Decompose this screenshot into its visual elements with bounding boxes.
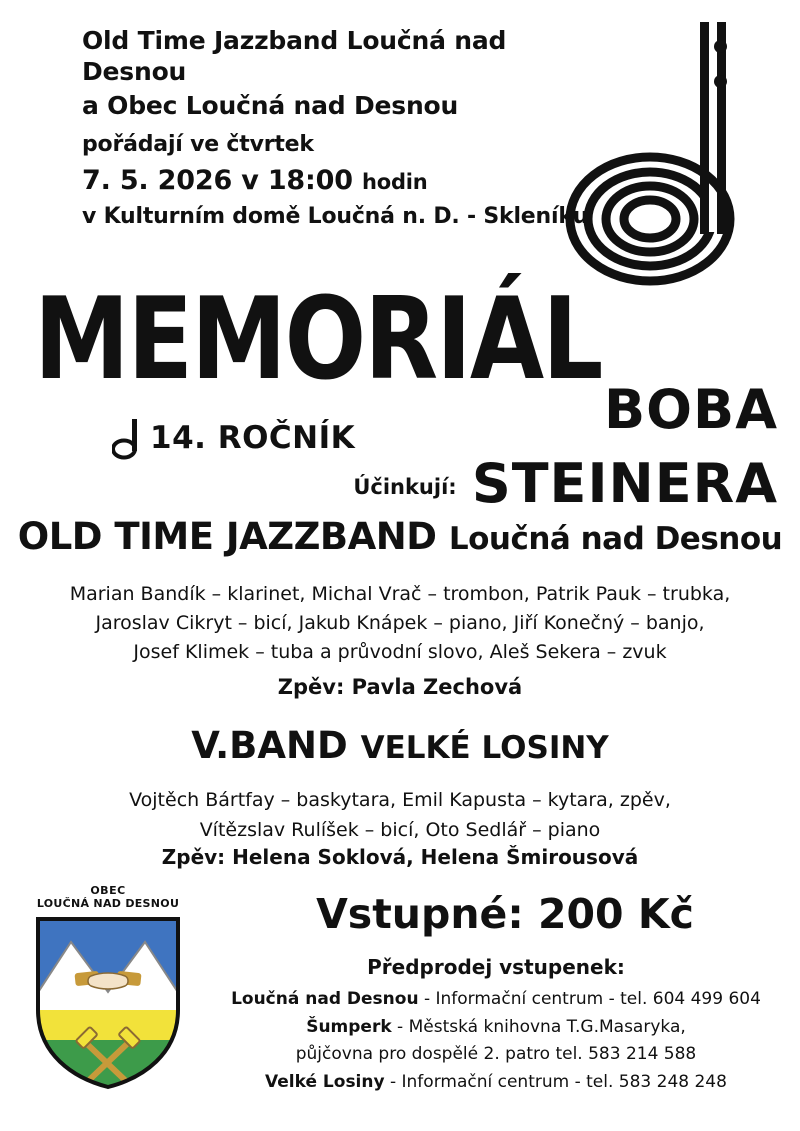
- presale-detail: půjčovna pro dospělé 2. patro tel. 583 214 588: [295, 1044, 697, 1065]
- band-1-heading: [0, 515, 800, 558]
- band-1-members-line-2: Jaroslav Cikryt – bicí, Jakub Knápek – piano, Jiří Konečný – banjo,: [95, 611, 705, 634]
- presale-row: [200, 1069, 792, 1097]
- presale-detail: - Informační centrum - tel. 604 499 604: [418, 989, 761, 1009]
- presale-detail: - Městská knihovna T.G.Masaryka,: [391, 1016, 686, 1037]
- edition-label: 14. ROČNÍK: [150, 420, 356, 456]
- music-note-icon: [542, 14, 782, 304]
- band-1-vocals: Zpěv: Pavla Zechová: [277, 675, 523, 699]
- presale-place: Loučná nad Desnou: [231, 989, 419, 1009]
- band-2-members-line-2: Vítězslav Rulíšek – bicí, Oto Sedlář – piano: [199, 819, 601, 842]
- presale-detail: - Informační centrum - tel. 583 248 248: [384, 1071, 727, 1092]
- event-venue: v Kulturním domě Loučná n. D. - Skleníku: [82, 203, 589, 229]
- coat-of-arms-title-2: LOUČNÁ NAD DESNOU: [36, 897, 180, 910]
- presale-place: Velké Losiny: [265, 1071, 385, 1092]
- small-music-note-icon: [112, 417, 144, 461]
- band-2-members-line-1: Vojtěch Bártfay – baskytara, Emil Kapusta – kytara, zpěv,: [129, 789, 671, 811]
- presale-row: [200, 986, 792, 1014]
- presale-title: Předprodej vstupenek:: [367, 955, 625, 979]
- header-line-1: Old Time Jazzband Loučná nad Desnou: [82, 26, 507, 86]
- coat-of-arms-shield-icon: [33, 914, 183, 1092]
- band-2-heading: [0, 724, 800, 767]
- band-1-name: OLD TIME JAZZBAND: [17, 515, 437, 558]
- presale-row: [200, 1041, 792, 1069]
- header-block: [82, 26, 602, 229]
- performers-intro: Účinkují:: [353, 475, 457, 499]
- band-2-name: V.BAND: [191, 724, 348, 767]
- repeat-dots-icon: [714, 40, 728, 110]
- memorial-name-line-2: STEINERA: [471, 452, 778, 515]
- presale-place: Šumperk: [306, 1016, 392, 1037]
- presale-block: [200, 955, 792, 1096]
- event-date-suffix: hodin: [361, 169, 428, 194]
- ticket-price: Vstupné: 200 Kč: [316, 890, 694, 938]
- band-2-vocals: Zpěv: Helena Soklová, Helena Šmirousová: [161, 845, 639, 869]
- band-1-members: [0, 580, 800, 667]
- band-2-members: [0, 785, 800, 846]
- band-1-members-line-1: Marian Bandík – klarinet, Michal Vrač – trombon, Patrik Pauk – trubka,: [69, 583, 731, 605]
- band-1-place: Loučná nad Desnou: [448, 521, 783, 557]
- band-2-place: VELKÉ LOSINY: [360, 730, 609, 766]
- memorial-name-line-1: BOBA: [603, 378, 778, 441]
- event-date: [82, 165, 602, 196]
- page-title: MEMORIÁL: [34, 273, 602, 406]
- coat-of-arms: [28, 884, 188, 1099]
- header-line-2: a Obec Loučná nad Desnou: [82, 91, 459, 120]
- header-line-3: pořádají ve čtvrtek: [82, 131, 314, 157]
- event-date-value: 7. 5. 2026 v 18:00: [82, 164, 353, 196]
- coat-of-arms-title-1: OBEC: [90, 884, 126, 897]
- band-1-members-line-3: Josef Klimek – tuba a průvodní slovo, Aleš Sekera – zvuk: [133, 640, 667, 663]
- presale-row: [200, 1014, 792, 1042]
